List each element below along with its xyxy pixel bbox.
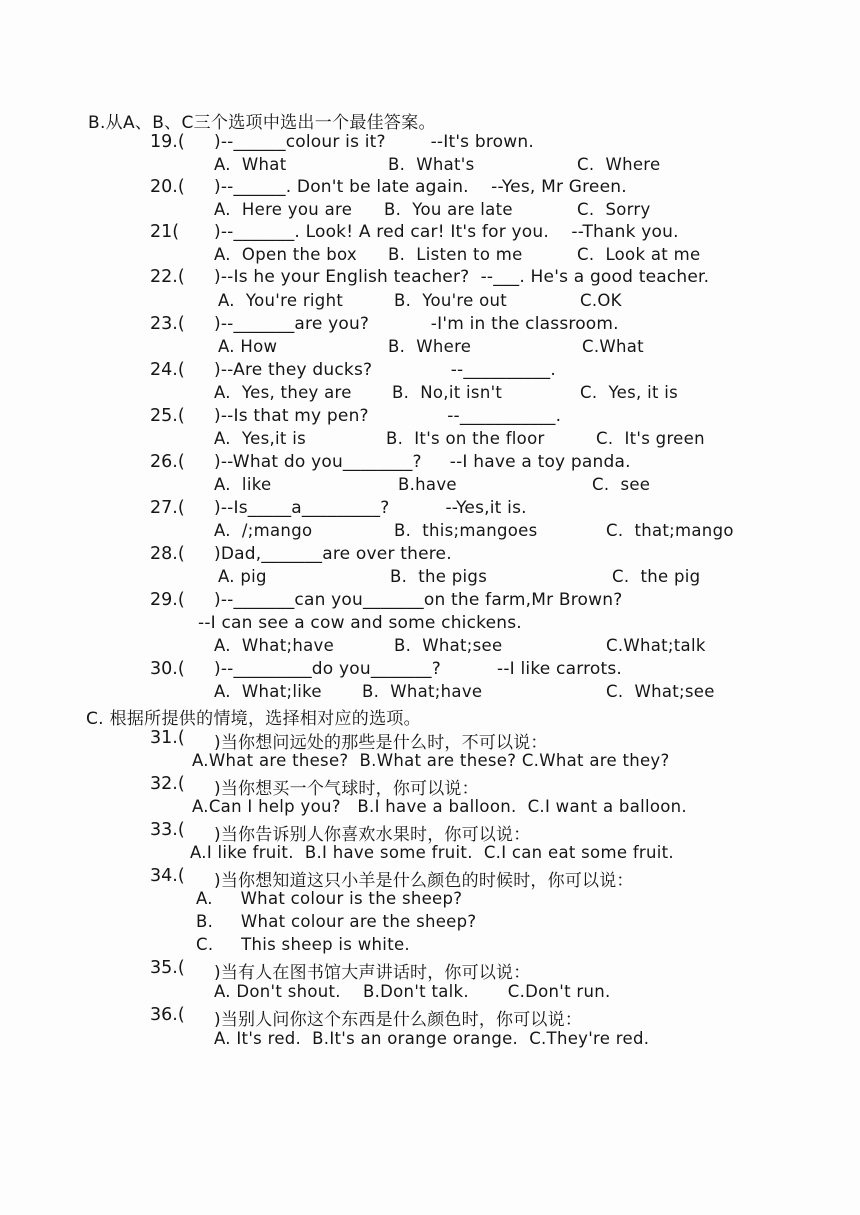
option-b: B.have [398, 475, 457, 494]
option-c: C.What [582, 337, 644, 356]
question-stem: )--What do you________? --I have a toy panda. [214, 452, 631, 472]
question-stem: )当有人在图书馆大声讲话时，你可以说： [214, 963, 531, 983]
option-c: C. What;see [606, 682, 715, 701]
options-line: A.Can I help you? B.I have a balloon. C.I want a balloon. [192, 797, 687, 816]
question-stem: )--_______. Look! A red car! It's for you. --Thank you. [214, 222, 679, 242]
question-number: 35.( [150, 958, 185, 978]
option-a: A. What;have [214, 636, 335, 655]
question-number: 31.( [150, 728, 185, 748]
option-a: A. Open the box [214, 245, 357, 264]
option-a: A. What colour is the sheep? [196, 889, 463, 908]
question-stem: )--Is_____a_________? --Yes,it is. [214, 498, 527, 518]
option-b: B. No,it isn't [392, 383, 503, 402]
question-number: 32.( [150, 774, 185, 794]
option-b: B. You are late [384, 200, 513, 219]
option-c: C. that;mango [606, 521, 734, 540]
option-a: A. like [214, 475, 272, 494]
options-line: A. Don't shout. B.Don't talk. C.Don't run. [214, 982, 611, 1001]
question-stem: )--______. Don't be late again. --Yes, Mr Green. [214, 177, 627, 197]
option-a: A. pig [218, 567, 267, 586]
question-stem: )当你告诉别人你喜欢水果时，你可以说： [214, 825, 531, 845]
question-stem: )--Is that my pen? --___________. [214, 406, 562, 426]
option-c: C. It's green [596, 429, 705, 448]
question-number: 34.( [150, 866, 185, 886]
question-number: 23.( [150, 314, 185, 334]
option-c: C. This sheep is white. [196, 935, 410, 954]
question-number: 27.( [150, 498, 185, 518]
question-number: 25.( [150, 406, 185, 426]
option-b: B. What colour are the sheep? [196, 912, 477, 931]
question-stem: )--_______can you_______on the farm,Mr Brown? [214, 590, 623, 610]
options-line: A.What are these? B.What are these? C.What are they? [192, 751, 670, 770]
option-c: C. the pig [612, 567, 701, 586]
option-a: A. What;like [214, 682, 322, 701]
question-stem: )当你想买一个气球时，你可以说： [214, 779, 479, 799]
option-a: A. Yes,it is [214, 429, 306, 448]
question-stem: )--Are they ducks? --__________. [214, 360, 556, 380]
option-a: A. You're right [218, 291, 344, 310]
question-number: 26.( [150, 452, 185, 472]
option-a: A. What [214, 155, 287, 174]
option-b: B. What;see [394, 636, 503, 655]
question-stem: )Dad,_______are over there. [214, 544, 452, 564]
option-c: C. see [592, 475, 651, 494]
option-c: C. Where [577, 155, 661, 174]
option-c: C.OK [580, 291, 622, 310]
option-b: B. What;have [362, 682, 483, 701]
question-stem: )当别人问你这个东西是什么颜色时，你可以说： [214, 1010, 583, 1030]
question-number: 29.( [150, 590, 185, 610]
option-b: B. What's [388, 155, 475, 174]
question-number: 30.( [150, 659, 185, 679]
option-a: A. How [218, 337, 278, 356]
question-stem: )--Is he your English teacher? --___. He's a good teacher. [214, 267, 710, 287]
option-a: A. /;mango [214, 521, 313, 540]
question-number: 36.( [150, 1005, 185, 1025]
question-stem: )--_________do you_______? --I like carrots. [214, 659, 623, 679]
question-stem: )--______colour is it? --It's brown. [214, 132, 534, 152]
option-b: B. You're out [394, 291, 508, 310]
question-answer-line: --I can see a cow and some chickens. [198, 613, 522, 633]
option-b: B. this;mangoes [394, 521, 538, 540]
option-c: C.What;talk [606, 636, 706, 655]
question-number: 24.( [150, 360, 185, 380]
option-b: B. It's on the floor [386, 429, 545, 448]
question-number: 28.( [150, 544, 185, 564]
question-stem: )当你想问远处的那些是什么时，不可以说： [214, 733, 548, 753]
section-b-title: B.从A、B、C三个选项中选出一个最佳答案。 [88, 113, 436, 133]
option-b: B. Listen to me [388, 245, 523, 264]
question-stem: )当你想知道这只小羊是什么颜色的时候时，你可以说： [214, 871, 634, 891]
option-c: C. Sorry [577, 200, 651, 219]
option-c: C. Yes, it is [580, 383, 679, 402]
option-b: B. Where [388, 337, 472, 356]
section-c-title: C. 根据所提供的情境，选择相对应的选项。 [86, 709, 421, 729]
question-number: 19.( [150, 132, 185, 152]
option-c: C. Look at me [577, 245, 701, 264]
question-number: 20.( [150, 177, 185, 197]
option-b: B. the pigs [390, 567, 488, 586]
question-number: 33.( [150, 820, 185, 840]
option-a: A. Here you are [214, 200, 353, 219]
question-stem: )--_______are you? -I'm in the classroom. [214, 314, 619, 334]
option-a: A. Yes, they are [214, 383, 352, 402]
question-number: 22.( [150, 267, 185, 287]
options-line: A. It's red. B.It's an orange orange. C.They're red. [214, 1029, 650, 1048]
options-line: A.I like fruit. B.I have some fruit. C.I can eat some fruit. [190, 843, 674, 862]
question-number: 21( [150, 222, 180, 242]
